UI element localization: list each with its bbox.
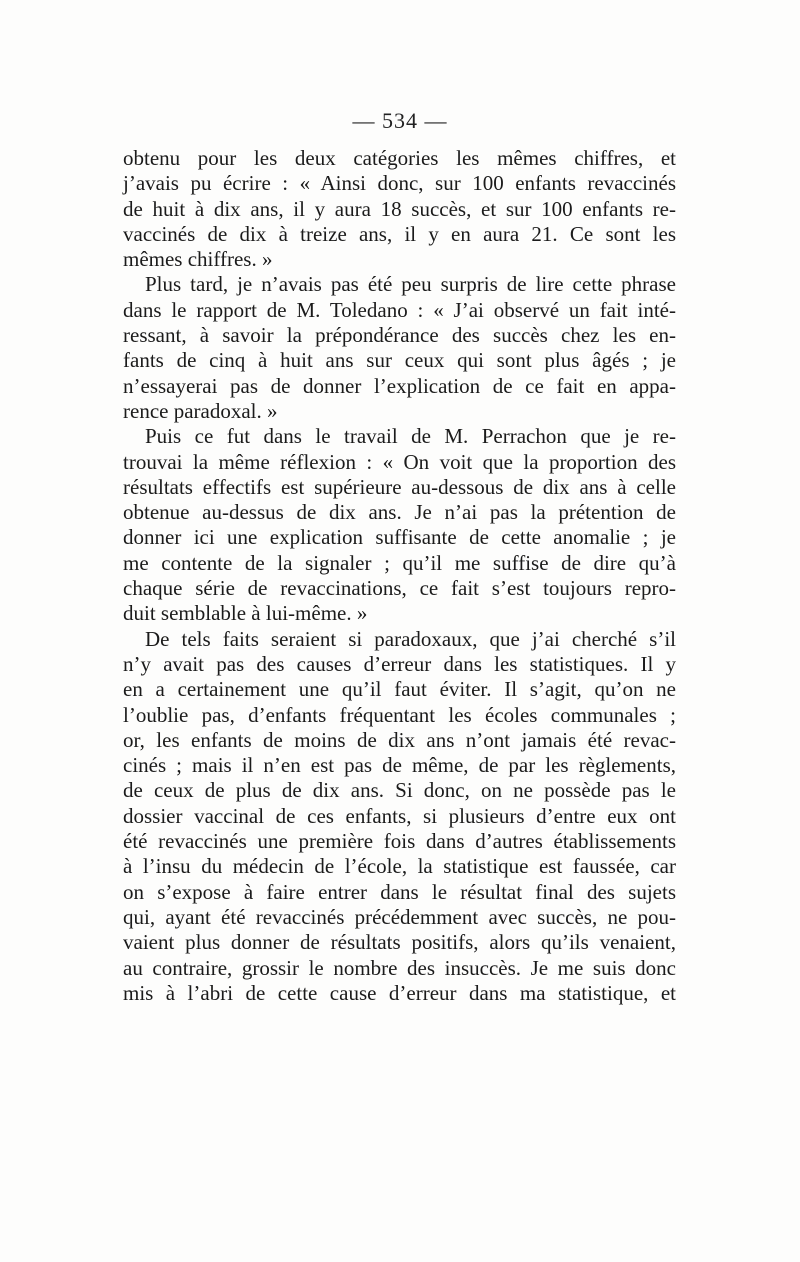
text-line: chaque série de revaccinations, ce fait s’est toujours repro- <box>123 576 676 601</box>
body-text <box>123 146 676 1006</box>
text-line: été revaccinés une première fois dans d’autres établissements <box>123 829 676 854</box>
text-line: or, les enfants de moins de dix ans n’ont jamais été revac- <box>123 727 676 752</box>
text-line: Plus tard, je n’avais pas été peu surpris de lire cette phrase <box>145 272 676 297</box>
text-line: j’avais pu écrire : « Ainsi donc, sur 100 enfants revaccinés <box>123 171 676 196</box>
text-line: rence paradoxal. » <box>123 398 278 423</box>
text-line: vaient plus donner de résultats positifs, alors qu’ils venaient, <box>123 930 676 955</box>
text-line: résultats effectifs est supérieure au-dessous de dix ans à celle <box>123 474 676 499</box>
text-line: on s’expose à faire entrer dans le résultat final des sujets <box>123 879 676 904</box>
text-line: au contraire, grossir le nombre des insuccès. Je me suis donc <box>123 955 676 980</box>
text-line: obtenu pour les deux catégories les mêmes chiffres, et <box>123 146 676 170</box>
text-line: mis à l’abri de cette cause d’erreur dans ma statistique, et <box>123 980 676 1005</box>
text-line: cinés ; mais il n’en est pas de même, de par les règlements, <box>123 753 676 778</box>
text-line: mêmes chiffres. » <box>123 247 273 272</box>
text-line: vaccinés de dix à treize ans, il y en aura 21. Ce sont les <box>123 221 676 246</box>
text-line: fants de cinq à huit ans sur ceux qui sont plus âgés ; je <box>123 348 676 373</box>
text-line: obtenue au-dessus de dix ans. Je n’ai pas la prétention de <box>123 500 676 525</box>
text-line: en a certainement une qu’il faut éviter. Il s’agit, qu’on ne <box>123 677 676 702</box>
text-line: trouvai la même réflexion : « On voit que la proportion des <box>123 449 676 474</box>
text-line: n’essayerai pas de donner l’explication de ce fait en appa- <box>123 373 676 398</box>
text-line: dossier vaccinal de ces enfants, si plusieurs d’entre eux ont <box>123 803 676 828</box>
text-line: de ceux de plus de dix ans. Si donc, on ne possède pas le <box>123 778 676 803</box>
text-line: Puis ce fut dans le travail de M. Perrachon que je re- <box>145 424 676 449</box>
text-line: à l’insu du médecin de l’école, la statistique est faussée, car <box>123 854 676 879</box>
text-line: duit semblable à lui-même. » <box>123 601 368 626</box>
page-number: — 534 — <box>352 108 448 133</box>
text-line: De tels faits seraient si paradoxaux, que j’ai cherché s’il <box>145 626 676 651</box>
text-line: qui, ayant été revaccinés précédemment avec succès, ne pou- <box>123 904 676 929</box>
text-line: de huit à dix ans, il y aura 18 succès, et sur 100 enfants re- <box>123 196 676 221</box>
text-line: l’oublie pas, d’enfants fréquentant les écoles communales ; <box>123 702 676 727</box>
text-line: n’y avait pas des causes d’erreur dans les statistiques. Il y <box>123 651 676 676</box>
text-line: donner ici une explication suffisante de cette anomalie ; je <box>123 525 676 550</box>
text-line: dans le rapport de M. Toledano : « J’ai observé un fait inté- <box>123 297 676 322</box>
text-line: me contente de la signaler ; qu’il me suffise de dire qu’à <box>123 550 676 575</box>
text-line: ressant, à savoir la prépondérance des succès chez les en- <box>123 323 676 348</box>
